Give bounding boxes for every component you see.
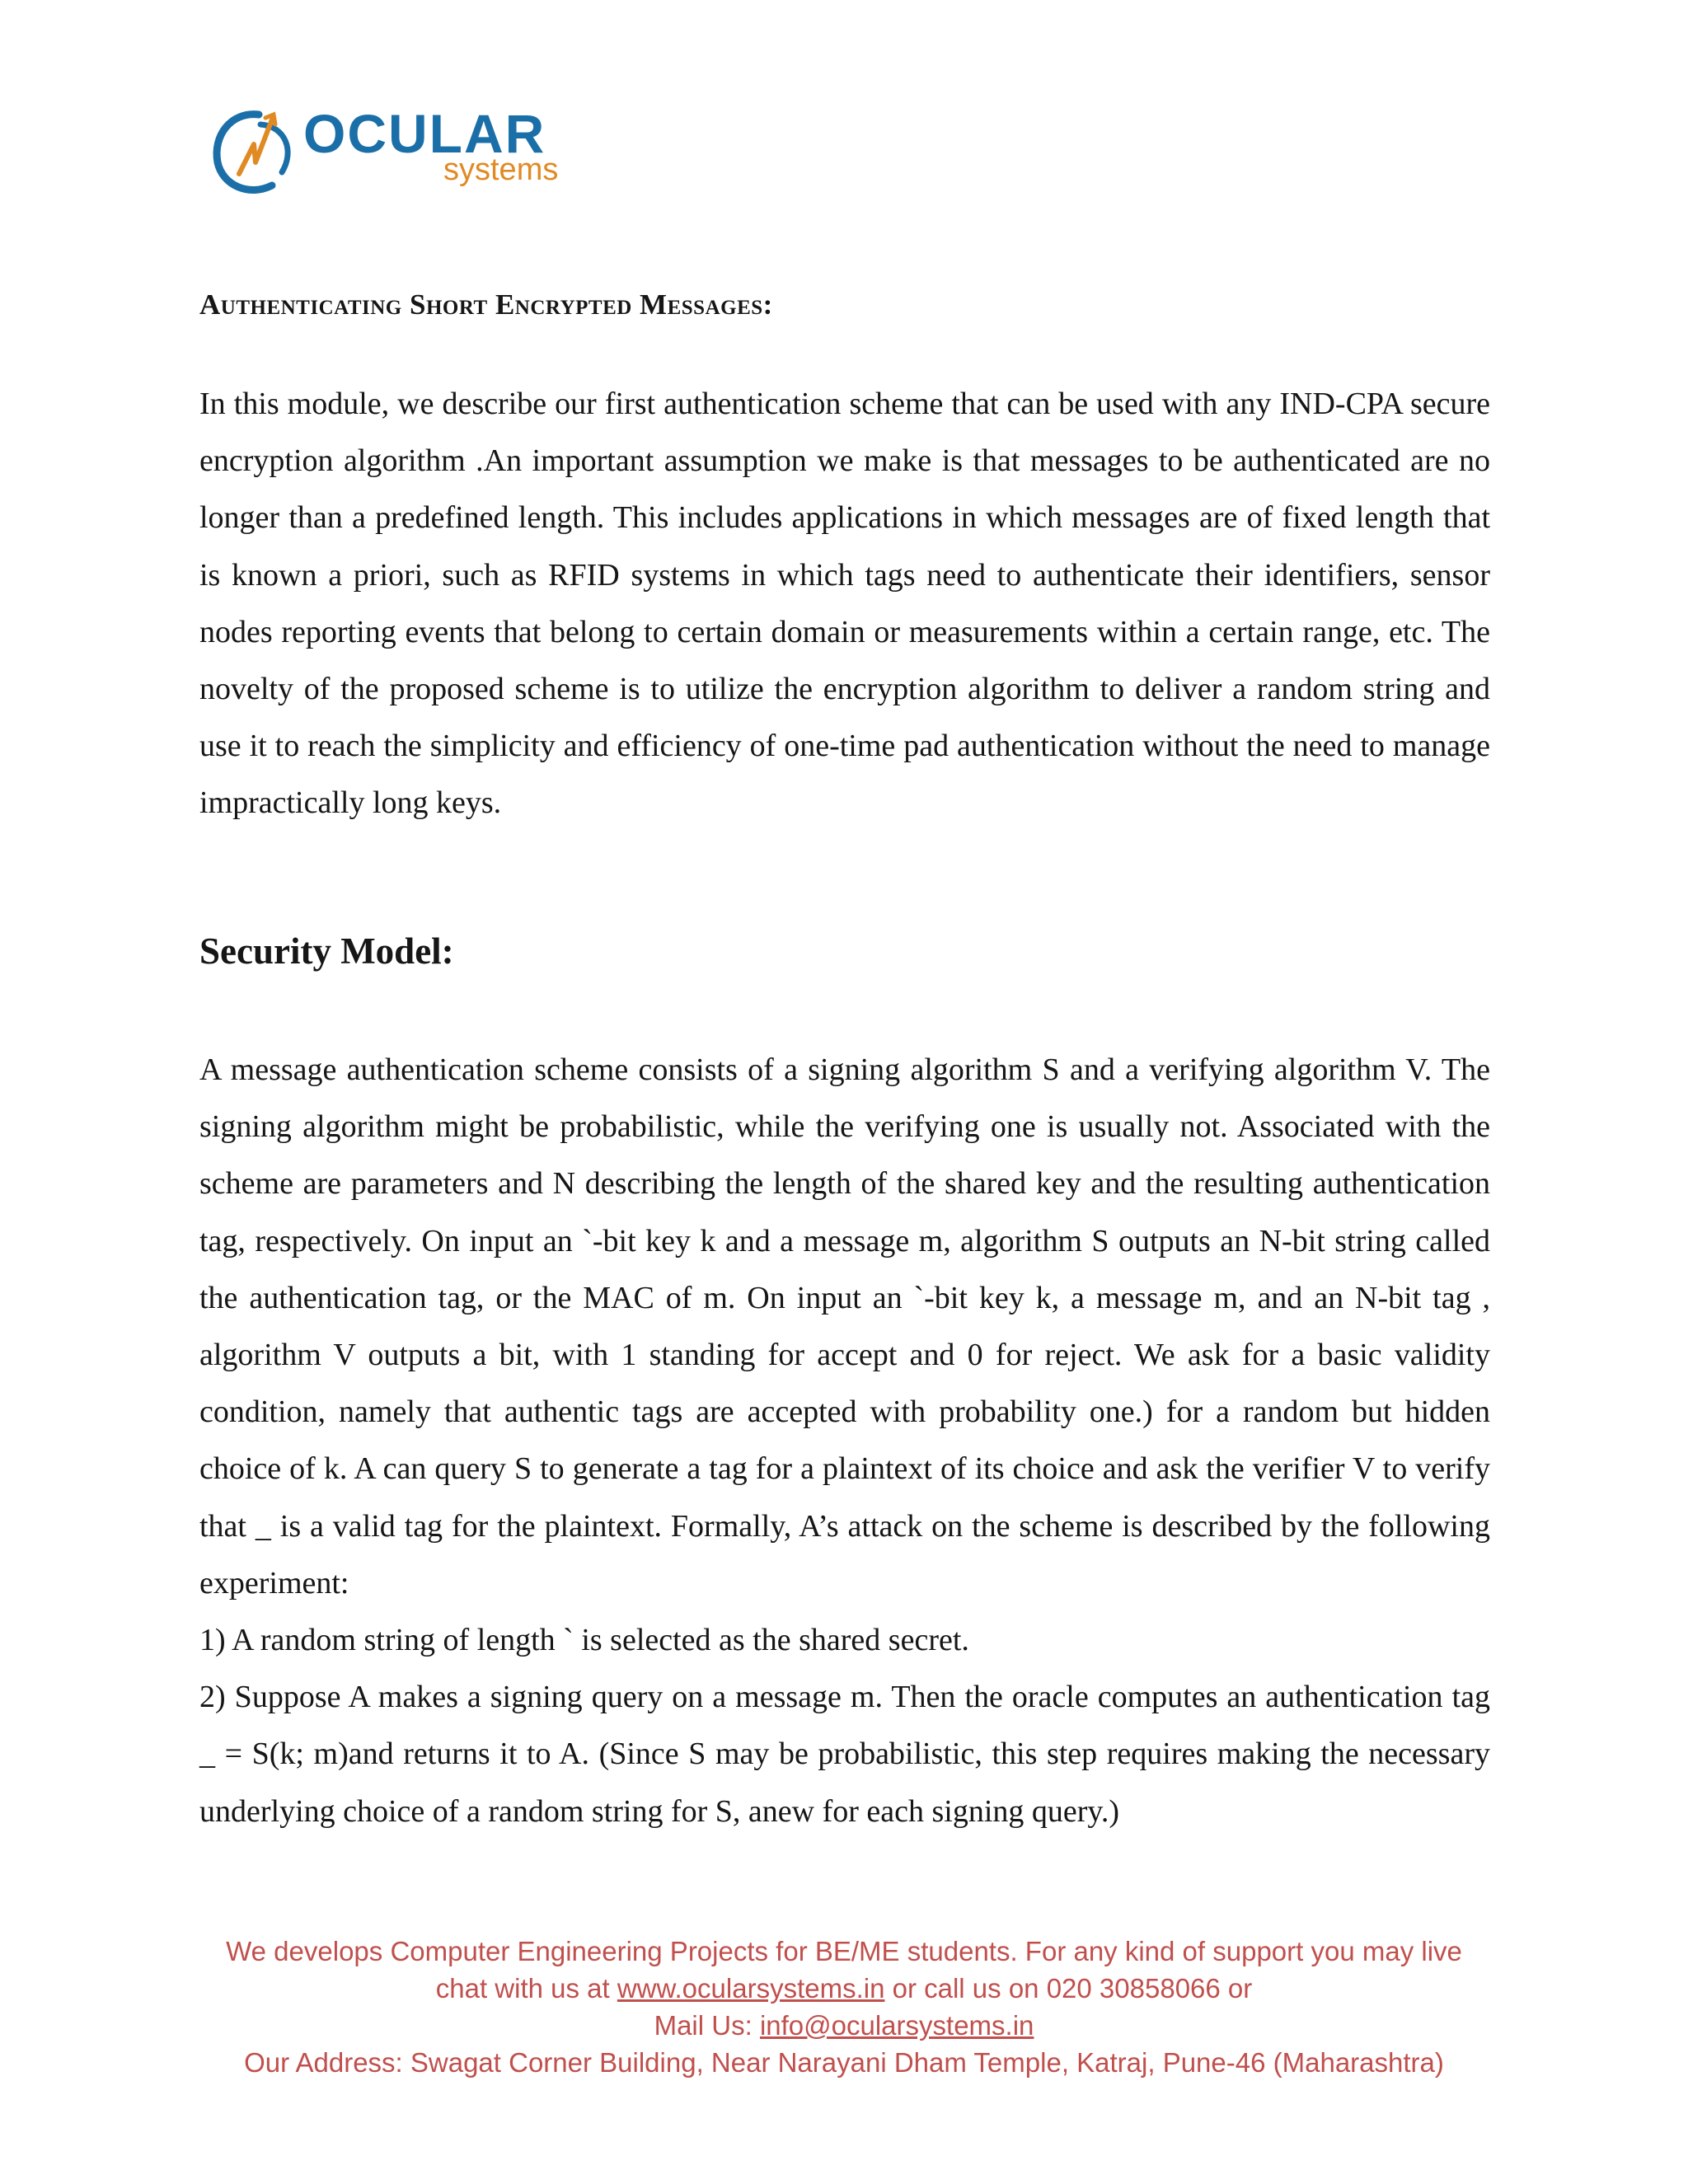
- logo-brand-text: OCULAR: [303, 103, 546, 164]
- module-heading: Authenticating Short Encrypted Messages:: [199, 288, 773, 321]
- logo-swirl-icon: [206, 103, 305, 202]
- footer-mail-prefix: Mail Us:: [654, 2010, 760, 2041]
- security-model-section: [199, 1042, 1490, 1840]
- email-link[interactable]: info@ocularsystems.in: [759, 2010, 1034, 2041]
- footer-line-2: [165, 1970, 1523, 2007]
- security-model-title: Security Model:: [199, 930, 454, 972]
- ocular-systems-logo: [206, 103, 569, 210]
- list-item: 2) Suppose A makes a signing query on a message m. Then the oracle computes an authentication tag _ = S(k; m)and returns it to A. (Since S may be probabilistic, this step requires making the necessary underlying choice of a random string for S, anew for each signing query.): [199, 1680, 1490, 1829]
- security-model-paragraph: A message authentication scheme consists of a signing algorithm S and a verifying algorithm V. The signing algorithm might be probabilistic, while the verifying one is usually not. Associated with the scheme are parameters and N describing the length of the shared key and the resulting authentication tag, respectively. On input an `-bit key k and a message m, algorithm S outputs an N-bit string called the authentication tag, or the MAC of m. On input an `-bit key k, a message m, and an N-bit tag , algorithm V outputs a bit, with 1 standing for accept and 0 for reject. We ask for a basic validity condition, namely that authentic tags are accepted with probability one.) for a random but hidden choice of k. A can query S to generate a tag for a plaintext of its choice and ask the verifier V to verify that _ is a valid tag for the plaintext. Formally, A’s attack on the scheme is described by the following experiment:: [199, 1052, 1490, 1601]
- footer-chat-prefix: chat with us at: [435, 1973, 617, 2004]
- footer-line-1: We develops Computer Engineering Projects for BE/ME students. For any kind of support you may live: [226, 1936, 1462, 1966]
- logo-sub-text: systems: [443, 152, 559, 187]
- website-link[interactable]: www.ocularsystems.in: [617, 1973, 885, 2004]
- footer-line-3: [165, 2007, 1523, 2044]
- intro-paragraph: In this module, we describe our first authentication scheme that can be used with any IND-CPA secure encryption algorithm .An important assumption we make is that messages to be authenticated are no longer than a predefined length. This includes applications in which messages are of fixed length that is known a priori, such as RFID systems in which tags need to authenticate their identifiers, sensor nodes reporting events that belong to certain domain or measurements within a certain range, etc. The novelty of the proposed scheme is to utilize the encryption algorithm to deliver a random string and use it to reach the simplicity and efficiency of one-time pad authentication without the need to manage impractically long keys.: [199, 387, 1490, 821]
- footer-address: Our Address: Swagat Corner Building, Near Narayani Dham Temple, Katraj, Pune-46 (Maharashtra): [244, 2047, 1444, 2078]
- contact-footer: [165, 1933, 1523, 2081]
- footer-phone-text: or call us on 020 30858066 or: [884, 1973, 1253, 2004]
- list-item: 1) A random string of length ` is selected as the shared secret.: [199, 1623, 969, 1658]
